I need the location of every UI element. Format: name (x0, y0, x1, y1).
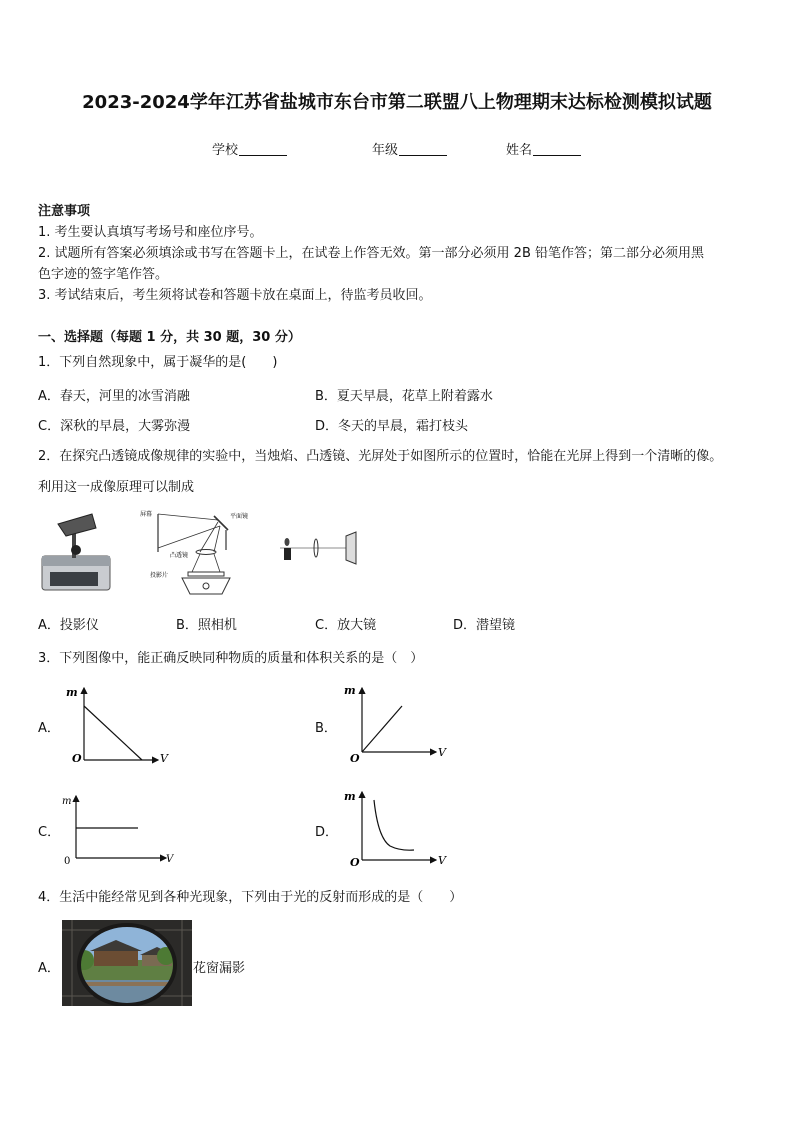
school-field[interactable] (212, 140, 287, 161)
axis-v-label: V (160, 752, 168, 765)
note-item: 1. 考生要认真填写考场号和座位序号。 (38, 225, 263, 240)
grade-label: 年级 (372, 143, 399, 158)
school-blank[interactable] (239, 142, 287, 156)
q4-option-a-text[interactable]: 花窗漏影 (193, 961, 246, 976)
q2-option-a[interactable]: A．投影仪 (38, 618, 99, 633)
name-label: 姓名 (506, 143, 533, 158)
note-item: 3. 考试结束后，考生须将试卷和答题卡放在桌面上，待监考员收回。 (38, 288, 432, 303)
origin-label: O (72, 752, 82, 765)
lens-label: 凸透镜 (170, 552, 189, 559)
q3-option-d[interactable]: D． (315, 825, 339, 840)
screen-label: 屏幕 (140, 511, 153, 518)
q1-option-d[interactable]: D．冬天的早晨，霜打枝头 (315, 419, 469, 434)
q4-option-a-label[interactable]: A． (38, 961, 60, 976)
q1-option-b[interactable]: B．夏天早晨，花草上附着露水 (315, 389, 493, 404)
axis-m-label: m (66, 686, 78, 699)
grade-field[interactable] (372, 140, 447, 161)
slide-label: 投影片 (150, 572, 169, 579)
candle-lens-screen-diagram (280, 528, 364, 568)
origin-label: O (350, 752, 360, 765)
school-label: 学校 (212, 143, 239, 158)
q2-option-d[interactable]: D．潜望镜 (453, 618, 516, 633)
graph-a-decreasing-line (62, 682, 174, 768)
q2-stem-cont: 利用这一成像原理可以制成 (38, 480, 195, 495)
axis-v-label: V (438, 854, 446, 867)
projector-diagram (138, 508, 258, 598)
graph-d-inverse-curve (338, 786, 450, 872)
axis-m-label: m (62, 796, 72, 807)
q3-option-b[interactable]: B． (315, 721, 337, 736)
q3-stem: 3．下列图像中，能正确反映同种物质的质量和体积关系的是（ ） (38, 651, 424, 666)
notes-heading: 注意事项 (38, 204, 91, 219)
projector-photo (36, 510, 122, 596)
q2-stem: 2．在探究凸透镜成像规律的实验中，当烛焰、凸透镜、光屏处于如图所示的位置时，恰能在光屏上得到一个清晰的像。 (38, 449, 723, 464)
q1-option-a[interactable]: A．春天，河里的冰雪消融 (38, 389, 190, 404)
name-blank[interactable] (533, 142, 581, 156)
axis-v-label: V (438, 746, 446, 759)
graph-b-proportional-line (338, 682, 450, 768)
axis-v-label: V (166, 854, 174, 865)
section-heading: 一、选择题（每题 1 分，共 30 题，30 分） (38, 330, 301, 345)
q1-stem: 1．下列自然现象中，属于凝华的是( ) (38, 355, 278, 370)
q4-stem: 4．生活中能经常见到各种光现象，下列由于光的反射而形成的是（ ） (38, 890, 463, 905)
lattice-window-photo (62, 920, 192, 1006)
axis-m-label: m (344, 684, 356, 697)
mirror-label: 平面镜 (230, 513, 249, 520)
q1-option-c[interactable]: C．深秋的早晨，大雾弥漫 (38, 419, 191, 434)
origin-label: 0 (64, 856, 71, 867)
q3-option-a[interactable]: A． (38, 721, 60, 736)
page-title: 2023-2024学年江苏省盐城市东台市第二联盟八上物理期末达标检测模拟试题 (82, 92, 712, 113)
note-item: 2. 试题所有答案必须填涂或书写在答题卡上，在试卷上作答无效。第一部分必须用 2B 铅笔作答；第二部分必须用黑 (38, 246, 704, 261)
name-field[interactable] (506, 140, 581, 161)
grade-blank[interactable] (399, 142, 447, 156)
graph-c-horizontal-line (62, 790, 178, 870)
axis-m-label: m (344, 790, 356, 803)
q3-option-c[interactable]: C． (38, 825, 61, 840)
origin-label: O (350, 856, 360, 869)
q2-option-b[interactable]: B．照相机 (176, 618, 237, 633)
note-item: 色字迹的签字笔作答。 (38, 267, 169, 282)
q2-option-c[interactable]: C．放大镜 (315, 618, 377, 633)
